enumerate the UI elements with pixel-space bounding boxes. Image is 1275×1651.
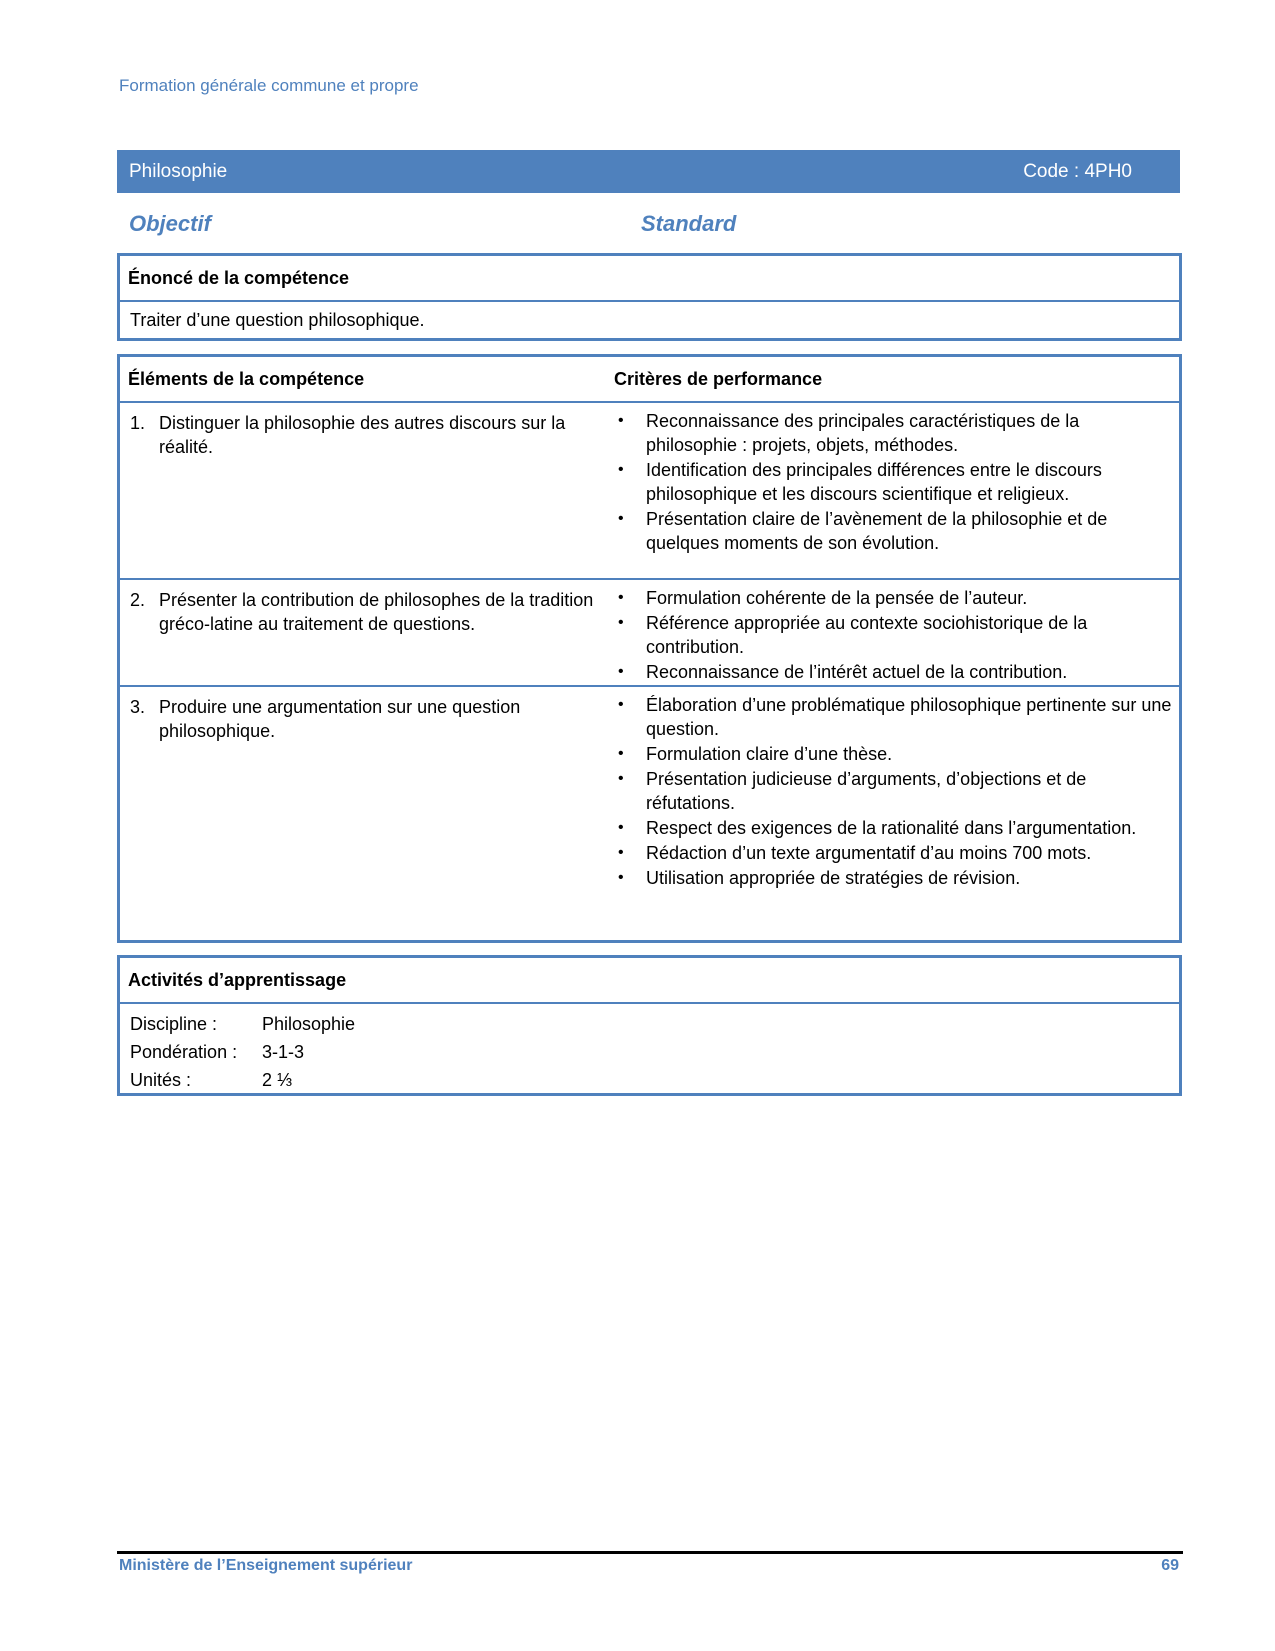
element-statement bbox=[130, 695, 600, 743]
discipline-value: Philosophie bbox=[262, 1014, 356, 1034]
criterion-text: Rédaction d’un texte argumentatif d’au moins 700 mots. bbox=[646, 843, 1092, 863]
criterion-text: Utilisation appropriée de stratégies de révision. bbox=[646, 868, 1021, 888]
criterion-item bbox=[618, 816, 1173, 840]
discipline-label: Discipline : bbox=[130, 1014, 218, 1034]
bullet-icon: • bbox=[618, 844, 624, 861]
bullet-icon: • bbox=[618, 869, 624, 886]
criteria-list bbox=[618, 409, 1173, 556]
element-row bbox=[120, 403, 1179, 580]
unites-line bbox=[130, 1066, 1169, 1094]
criterion-text: Présentation claire de l’avènement de la philosophie et de quelques moments de son évolution. bbox=[646, 509, 1108, 553]
criterion-item bbox=[618, 742, 1173, 766]
course-code: Code : 4PH0 bbox=[1023, 161, 1132, 182]
page-number: 69 bbox=[1161, 1557, 1179, 1574]
bullet-icon: • bbox=[618, 614, 624, 631]
bullet-icon: • bbox=[618, 510, 624, 527]
criterion-text: Formulation cohérente de la pensée de l’auteur. bbox=[646, 588, 1028, 608]
running-head: Formation générale commune et propre bbox=[119, 76, 419, 95]
element-number: 2. bbox=[130, 590, 146, 610]
criterion-text: Reconnaissance des principales caractéristiques de la philosophie : projets, objets, méthodes. bbox=[646, 411, 1080, 455]
criterion-item bbox=[618, 767, 1173, 815]
bullet-icon: • bbox=[618, 663, 624, 680]
criterion-item bbox=[618, 507, 1173, 555]
element-text: Présenter la contribution de philosophes de la tradition gréco-latine au traitement de questions. bbox=[159, 590, 594, 634]
criteria-list bbox=[618, 586, 1173, 685]
criterion-text: Présentation judicieuse d’arguments, d’objections et de réfutations. bbox=[646, 769, 1087, 813]
standard-heading: Standard bbox=[641, 211, 737, 236]
criteria-title: Critères de performance bbox=[614, 369, 823, 389]
criterion-item bbox=[618, 409, 1173, 457]
bullet-icon: • bbox=[618, 412, 624, 429]
criterion-item bbox=[618, 611, 1173, 659]
element-statement bbox=[130, 411, 600, 459]
bullet-icon: • bbox=[618, 461, 624, 478]
element-statement bbox=[130, 588, 600, 636]
criterion-item bbox=[618, 660, 1173, 684]
course-title-bar bbox=[117, 150, 1180, 193]
unites-label: Unités : bbox=[130, 1070, 192, 1090]
ponderation-line bbox=[130, 1038, 1169, 1066]
element-text: Produire une argumentation sur une question philosophique. bbox=[159, 697, 521, 741]
criterion-text: Élaboration d’une problématique philosophique pertinente sur une question. bbox=[646, 695, 1172, 739]
element-row bbox=[120, 687, 1179, 942]
element-number: 1. bbox=[130, 413, 146, 433]
page-footer bbox=[119, 1557, 1179, 1575]
criterion-text: Référence appropriée au contexte sociohistorique de la contribution. bbox=[646, 613, 1088, 657]
discipline-line bbox=[130, 1010, 1169, 1038]
criterion-item bbox=[618, 841, 1173, 865]
criterion-item bbox=[618, 586, 1173, 610]
bullet-icon: • bbox=[618, 745, 624, 762]
objectif-heading: Objectif bbox=[129, 211, 211, 236]
enonce-title: Énoncé de la compétence bbox=[128, 268, 350, 288]
activites-title: Activités d’apprentissage bbox=[128, 970, 347, 990]
objective-standard-row bbox=[129, 211, 1169, 237]
element-number: 3. bbox=[130, 697, 146, 717]
footer-divider bbox=[117, 1551, 1183, 1554]
elements-title: Éléments de la compétence bbox=[128, 369, 365, 389]
unites-value: 2 ⅓ bbox=[262, 1070, 293, 1090]
criterion-text: Identification des principales différences entre le discours philosophique et les discours scientifique et religieux. bbox=[646, 460, 1102, 504]
bullet-icon: • bbox=[618, 819, 624, 836]
element-row bbox=[120, 580, 1179, 687]
bullet-icon: • bbox=[618, 589, 624, 606]
course-subject: Philosophie bbox=[129, 161, 228, 182]
ponderation-label: Pondération : bbox=[130, 1042, 238, 1062]
activites-header bbox=[120, 958, 1179, 1004]
enonce-header bbox=[120, 256, 1179, 302]
element-text: Distinguer la philosophie des autres discours sur la réalité. bbox=[159, 413, 566, 457]
bullet-icon: • bbox=[618, 770, 624, 787]
criterion-item bbox=[618, 693, 1173, 741]
ponderation-value: 3-1-3 bbox=[262, 1042, 305, 1062]
criteria-list bbox=[618, 693, 1173, 891]
activites-details bbox=[120, 1004, 1179, 1100]
criterion-text: Respect des exigences de la rationalité dans l’argumentation. bbox=[646, 818, 1137, 838]
bullet-icon: • bbox=[618, 696, 624, 713]
elements-box bbox=[117, 354, 1182, 943]
elements-header bbox=[120, 357, 1179, 403]
enonce-text: Traiter d’une question philosophique. bbox=[130, 310, 425, 330]
activites-box bbox=[117, 955, 1182, 1096]
enonce-box bbox=[117, 253, 1182, 341]
criterion-item bbox=[618, 866, 1173, 890]
footer-ministry: Ministère de l’Enseignement supérieur bbox=[119, 1557, 413, 1574]
criterion-item bbox=[618, 458, 1173, 506]
criterion-text: Reconnaissance de l’intérêt actuel de la contribution. bbox=[646, 662, 1068, 682]
criterion-text: Formulation claire d’une thèse. bbox=[646, 744, 893, 764]
